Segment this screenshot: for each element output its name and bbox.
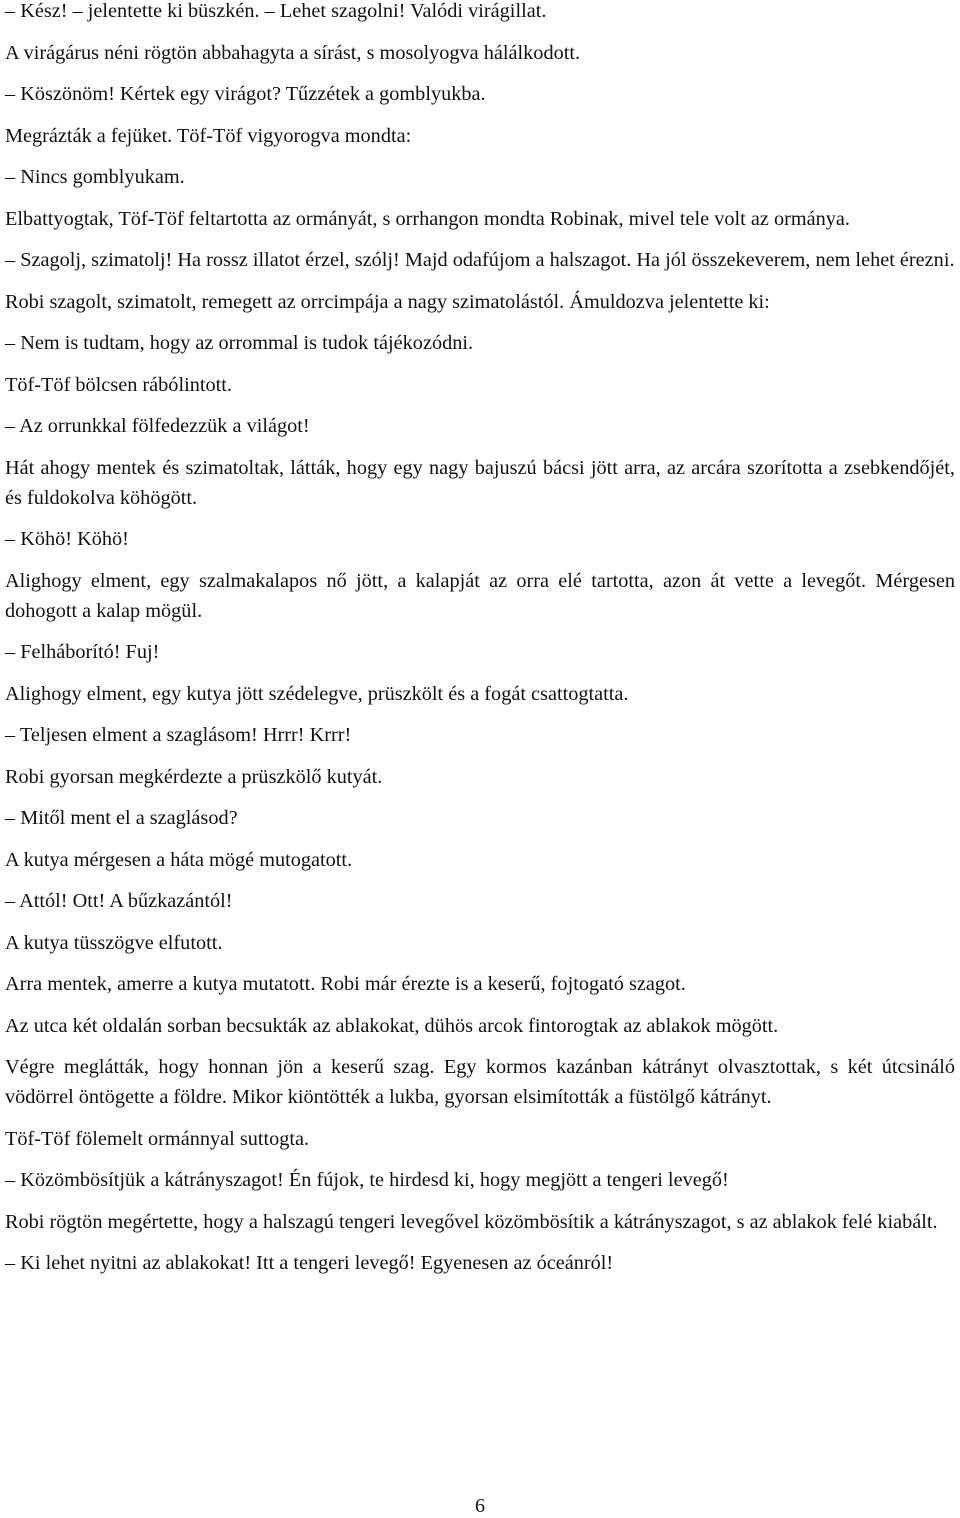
paragraph: – Nincs gomblyukam.	[5, 166, 185, 188]
paragraph: Alighogy elment, egy szalmakalapos nő jött, a kalapját az orra elé tartotta, azon át vette a levegőt. Mérgesen dohogott a kalap mögül.	[5, 569, 955, 622]
document-body	[5, 0, 955, 1290]
paragraph: A kutya tüsszögve elfutott.	[5, 931, 223, 954]
paragraph: Az utca két oldalán sorban becsukták az ablakokat, dühös arcok fintorogtak az ablakok mögött.	[5, 1014, 779, 1037]
paragraph: – Közömbösítjük a kátrányszagot! Én fújok, te hirdesd ki, hogy megjött a tengeri levegő!	[5, 1169, 729, 1191]
paragraph: Robi rögtön megértette, hogy a halszagú tengeri levegővel közömbösítik a kátrányszagot, s az ablakok felé kiabált.	[5, 1210, 938, 1233]
paragraph: Alighogy elment, egy kutya jött szédelegve, prüszkölt és a fogát csattogtatta.	[5, 682, 629, 705]
paragraph: – Teljesen elment a szaglásom! Hrrr! Krrr!	[5, 724, 352, 746]
paragraph: Töf-Töf fölemelt ormánnyal suttogta.	[5, 1127, 310, 1150]
paragraph: Arra mentek, amerre a kutya mutatott. Robi már érezte is a keserű, fojtogató szagot.	[5, 973, 686, 995]
paragraph: Robi gyorsan megkérdezte a prüszkölő kutyát.	[5, 765, 383, 788]
paragraph: – Nem is tudtam, hogy az orrommal is tudok tájékozódni.	[5, 332, 474, 354]
paragraph: – Mitől ment el a szaglásod?	[5, 807, 238, 829]
paragraph: Robi szagolt, szimatolt, remegett az orrcimpája a nagy szimatolástól. Ámuldozva jelentette ki:	[5, 290, 770, 313]
paragraph: – Ki lehet nyitni az ablakokat! Itt a tengeri levegő! Egyenesen az óceánról!	[5, 1252, 614, 1274]
paragraph: – Szagolj, szimatolj! Ha rossz illatot érzel, szólj! Majd odafújom a halszagot. Ha jól összekeverem, nem lehet érezni.	[5, 249, 955, 271]
paragraph: – Attól! Ott! A bűzkazántól!	[5, 890, 233, 912]
paragraph: Végre meglátták, hogy honnan jön a keserű szag. Egy kormos kazánban kátrányt olvasztottak, s két útcsináló vödörrel öntögette a földre. Mikor kiöntötték a lukba, gyorsan elsimították a füstölgő kátrányt.	[5, 1056, 955, 1108]
paragraph: Elbattyogtak, Töf-Töf feltartotta az ormányát, s orrhangon mondta Robinak, mivel tele volt az ormánya.	[5, 207, 850, 230]
paragraph: Töf-Töf bölcsen rábólintott.	[5, 373, 232, 396]
paragraph: – Felháborító! Fuj!	[5, 641, 160, 663]
paragraph: – Köhö! Köhö!	[5, 528, 129, 550]
page-number: 6	[475, 1495, 485, 1517]
paragraph: – Köszönöm! Kértek egy virágot? Tűzzétek a gomblyukba.	[5, 83, 486, 105]
paragraph: – Az orrunkkal fölfedezzük a világot!	[5, 415, 310, 437]
paragraph: – Kész! – jelentette ki büszkén. – Lehet szagolni! Valódi virágillat.	[5, 0, 547, 22]
paragraph: A kutya mérgesen a háta mögé mutogatott.	[5, 848, 353, 871]
paragraph: Megrázták a fejüket. Töf-Töf vigyorogva mondta:	[5, 124, 412, 147]
paragraph: Hát ahogy mentek és szimatoltak, látták, hogy egy nagy bajuszú bácsi jött arra, az arcára szorította a zsebkendőjét, és fuldokolva köhögött.	[5, 456, 955, 509]
paragraph: A virágárus néni rögtön abbahagyta a sírást, s mosolyogva hálálkodott.	[5, 41, 581, 64]
